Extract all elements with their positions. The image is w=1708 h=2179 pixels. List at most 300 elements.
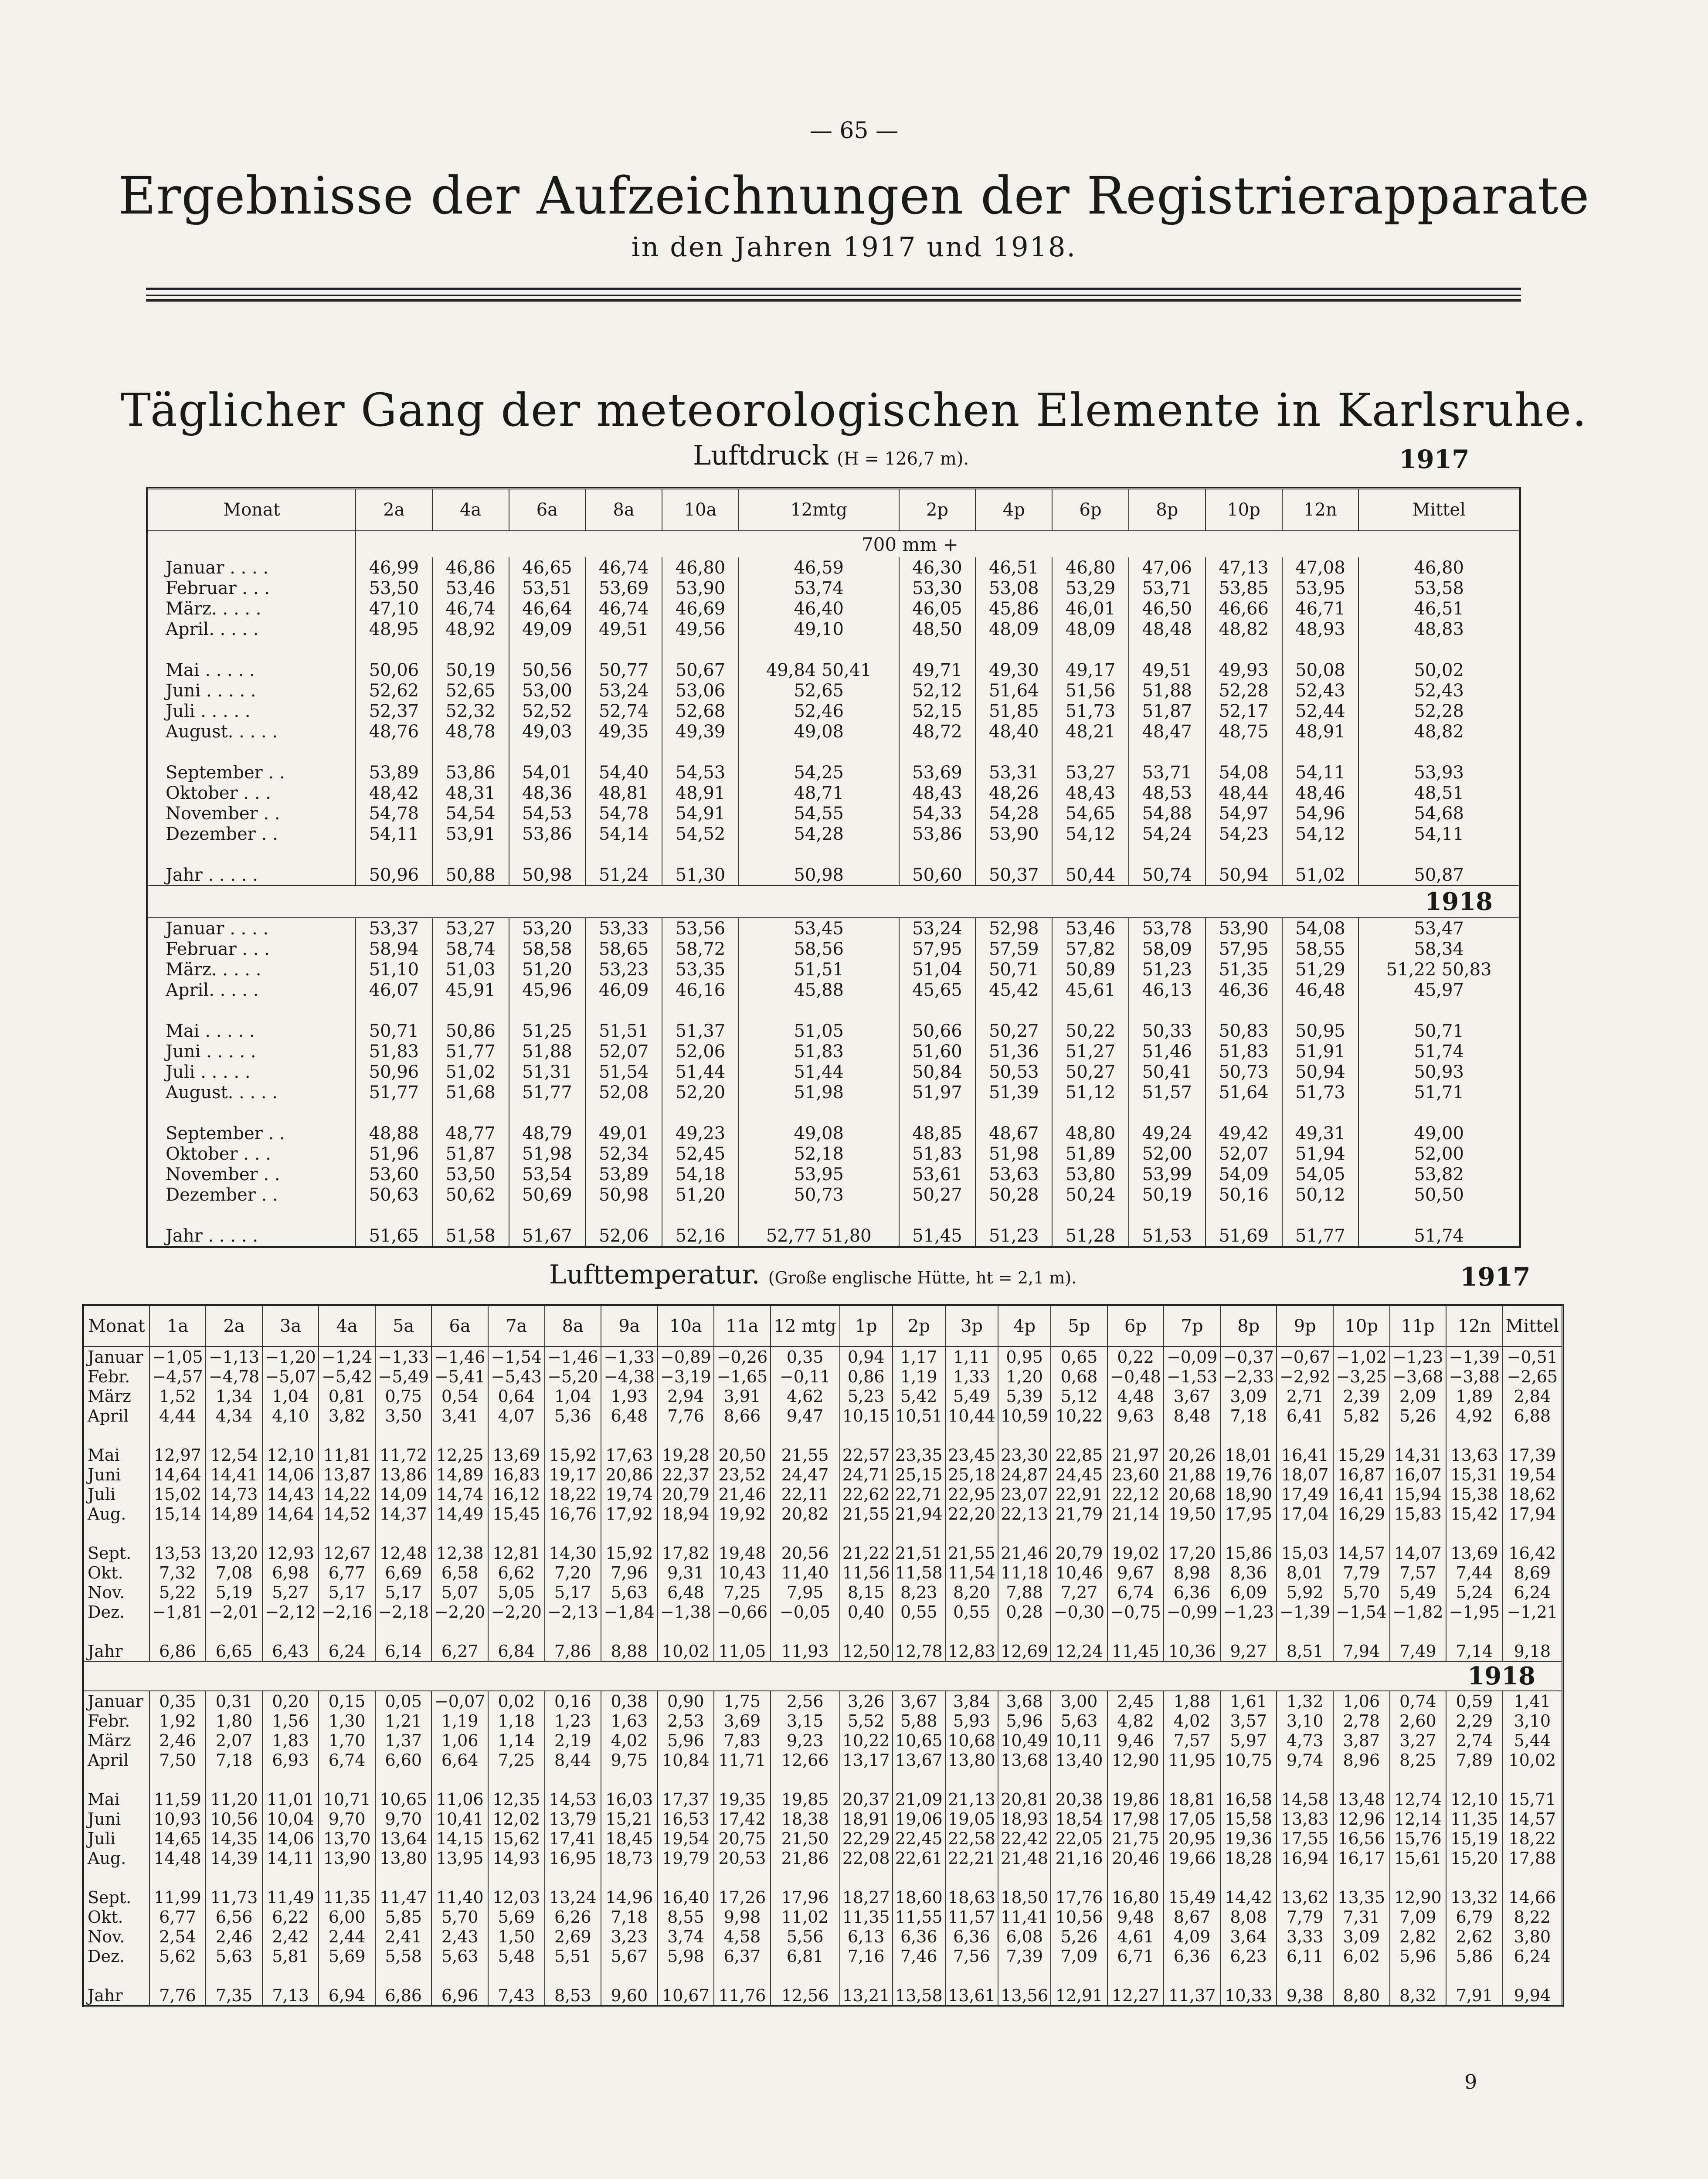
pressure-value-cell: 50,16 <box>1205 1185 1282 1205</box>
temperature-value-cell: 12,74 <box>1390 1789 1447 1809</box>
temperature-value-cell: 19,92 <box>714 1504 771 1524</box>
temperature-value-cell: 14,48 <box>149 1848 206 1868</box>
temperature-heading-text: Lufttemperatur. <box>549 1259 760 1290</box>
temperature-value-cell: 20,79 <box>1051 1543 1107 1563</box>
pressure-value-cell: 50,95 <box>1282 1021 1359 1041</box>
pressure-value-cell: 51,44 <box>662 1062 739 1082</box>
pressure-table-row <box>147 803 1520 824</box>
pressure-month-cell: Februar . . . <box>147 939 356 959</box>
temperature-value-cell: 11,40 <box>431 1887 488 1907</box>
temperature-value-cell: 14,89 <box>431 1465 488 1484</box>
temperature-value-cell: 17,95 <box>1220 1504 1277 1524</box>
pressure-value-cell: 52,18 <box>739 1144 899 1164</box>
temperature-col-header: 6a <box>431 1305 488 1347</box>
temperature-value-cell: 21,79 <box>1051 1504 1107 1524</box>
temperature-value-cell: 6,24 <box>1503 1582 1563 1602</box>
temperature-value-cell: 12,67 <box>319 1543 375 1563</box>
temperature-value-cell: 1,21 <box>375 1711 432 1731</box>
temperature-value-cell: 23,35 <box>893 1445 945 1465</box>
temperature-row-gap <box>83 1770 1563 1789</box>
temperature-col-header: 6p <box>1107 1305 1164 1347</box>
pressure-value-cell: 47,10 <box>356 598 432 619</box>
temperature-value-cell: 7,09 <box>1051 1946 1107 1966</box>
pressure-value-cell: 51,88 <box>1129 680 1205 701</box>
temperature-month-cell: Jahr <box>83 1641 149 1661</box>
pressure-value-cell: 52,00 <box>1358 1144 1520 1164</box>
pressure-value-cell: 46,74 <box>585 598 662 619</box>
temperature-table-row <box>83 1907 1563 1927</box>
pressure-col-header: 6p <box>1052 489 1129 531</box>
pressure-value-cell: 48,85 <box>899 1123 976 1144</box>
pressure-value-cell: 48,91 <box>1282 721 1359 742</box>
pressure-value-cell: 48,50 <box>899 619 976 639</box>
temperature-value-cell: 19,02 <box>1107 1543 1164 1563</box>
temperature-value-cell: −1,24 <box>319 1347 375 1367</box>
temperature-gap-cell <box>1503 1622 1563 1641</box>
temperature-value-cell: 6,74 <box>319 1750 375 1770</box>
temperature-value-cell: 22,57 <box>840 1445 893 1465</box>
pressure-value-cell: 52,98 <box>975 918 1052 939</box>
pressure-table-row <box>147 1185 1520 1205</box>
temperature-value-cell: 6,43 <box>262 1641 319 1661</box>
temperature-value-cell: −5,07 <box>262 1367 319 1386</box>
temperature-value-cell: 5,63 <box>601 1582 658 1602</box>
temperature-row-gap <box>83 1868 1563 1887</box>
temperature-gap-cell <box>771 1622 840 1641</box>
pressure-table-row <box>147 1021 1520 1041</box>
temperature-value-cell: 3,26 <box>840 1691 893 1711</box>
temperature-gap-cell <box>714 1868 771 1887</box>
pressure-value-cell: 51,73 <box>1282 1082 1359 1103</box>
pressure-value-cell: 51,91 <box>1282 1041 1359 1062</box>
temperature-gap-cell <box>1277 1524 1333 1543</box>
temperature-value-cell: 10,02 <box>1503 1750 1563 1770</box>
temperature-value-cell: 14,39 <box>206 1848 262 1868</box>
temperature-gap-cell <box>893 1622 945 1641</box>
temperature-value-cell: 22,20 <box>945 1504 998 1524</box>
pressure-value-cell: 47,06 <box>1129 557 1205 578</box>
temperature-value-cell: 10,65 <box>893 1731 945 1750</box>
temperature-value-cell: −5,43 <box>488 1367 545 1386</box>
temperature-table-row <box>83 1986 1563 2006</box>
temperature-value-cell: 16,83 <box>488 1465 545 1484</box>
temperature-gap-cell <box>319 1770 375 1789</box>
pressure-value-cell: 52,34 <box>585 1144 662 1164</box>
temperature-gap-cell <box>1390 1770 1447 1789</box>
temperature-table-row <box>83 1887 1563 1907</box>
temperature-col-header: 2p <box>893 1305 945 1347</box>
temperature-value-cell: 1,75 <box>714 1691 771 1711</box>
temperature-value-cell: 8,66 <box>714 1406 771 1426</box>
pressure-value-cell: 54,11 <box>1282 762 1359 783</box>
temperature-value-cell: 10,59 <box>998 1406 1051 1426</box>
temperature-value-cell: 20,46 <box>1107 1848 1164 1868</box>
temperature-value-cell: 7,08 <box>206 1563 262 1582</box>
pressure-value-cell: 54,14 <box>585 824 662 844</box>
pressure-value-cell: 51,05 <box>739 1021 899 1041</box>
temperature-value-cell: 3,27 <box>1390 1731 1447 1750</box>
temperature-value-cell: 15,71 <box>1503 1789 1563 1809</box>
temperature-value-cell: 19,66 <box>1164 1848 1220 1868</box>
pressure-month-cell: August. . . . . <box>147 721 356 742</box>
pressure-value-cell: 51,28 <box>1052 1225 1129 1247</box>
pressure-value-cell: 57,82 <box>1052 939 1129 959</box>
temperature-value-cell: 13,62 <box>1277 1887 1333 1907</box>
temperature-value-cell: 21,97 <box>1107 1445 1164 1465</box>
temperature-value-cell: 22,12 <box>1107 1484 1164 1504</box>
pressure-value-cell: 49,39 <box>662 721 739 742</box>
pressure-value-cell: 48,72 <box>899 721 976 742</box>
temperature-value-cell: 7,18 <box>601 1907 658 1927</box>
temperature-value-cell: 20,38 <box>1051 1789 1107 1809</box>
temperature-table-row <box>83 1946 1563 1966</box>
temperature-value-cell: 5,93 <box>945 1711 998 1731</box>
temperature-value-cell: 7,20 <box>545 1563 601 1582</box>
pressure-gap-cell <box>1358 1205 1520 1225</box>
temperature-table-body <box>83 1347 1563 2006</box>
pressure-value-cell: 53,27 <box>432 918 509 939</box>
temperature-gap-cell <box>1277 1868 1333 1887</box>
temperature-table-row <box>83 1848 1563 1868</box>
temperature-value-cell: 2,94 <box>658 1386 714 1406</box>
temperature-value-cell: 3,82 <box>319 1406 375 1426</box>
temperature-value-cell: 18,60 <box>893 1887 945 1907</box>
temperature-value-cell: 8,44 <box>545 1750 601 1770</box>
pressure-gap-cell <box>356 742 432 762</box>
pressure-value-cell: 46,16 <box>662 980 739 1000</box>
pressure-value-cell: 50,19 <box>1129 1185 1205 1205</box>
temperature-gap-cell <box>545 1966 601 1986</box>
temperature-value-cell: −0,99 <box>1164 1602 1220 1622</box>
temperature-value-cell: 1,61 <box>1220 1691 1277 1711</box>
temperature-gap-cell <box>1107 1524 1164 1543</box>
temperature-value-cell: 24,87 <box>998 1465 1051 1484</box>
temperature-heading <box>549 1259 1076 1290</box>
temperature-value-cell: 0,64 <box>488 1386 545 1406</box>
temperature-value-cell: 12,48 <box>375 1543 432 1563</box>
temperature-value-cell: 8,69 <box>1503 1563 1563 1582</box>
temperature-value-cell: 5,85 <box>375 1907 432 1927</box>
pressure-value-cell: 50,94 <box>1282 1062 1359 1082</box>
temperature-value-cell: 17,88 <box>1503 1848 1563 1868</box>
temperature-gap-cell <box>431 1524 488 1543</box>
pressure-value-cell: 51,37 <box>662 1021 739 1041</box>
temperature-col-header: Mittel <box>1503 1305 1563 1347</box>
temperature-value-cell: 24,47 <box>771 1465 840 1484</box>
pressure-value-cell: 58,55 <box>1282 939 1359 959</box>
pressure-value-cell: 45,97 <box>1358 980 1520 1000</box>
pressure-value-cell: 48,21 <box>1052 721 1129 742</box>
pressure-value-cell: 50,93 <box>1358 1062 1520 1082</box>
temperature-value-cell: 18,28 <box>1220 1848 1277 1868</box>
temperature-value-cell: 12,81 <box>488 1543 545 1563</box>
pressure-value-cell: 49,71 <box>899 660 976 680</box>
temperature-value-cell: 19,28 <box>658 1445 714 1465</box>
pressure-value-cell: 49,08 <box>739 721 899 742</box>
temperature-value-cell: 15,61 <box>1390 1848 1447 1868</box>
temperature-value-cell: 11,35 <box>1446 1809 1503 1829</box>
temperature-value-cell: 22,37 <box>658 1465 714 1484</box>
temperature-value-cell: 19,79 <box>658 1848 714 1868</box>
temperature-value-cell: 10,68 <box>945 1731 998 1750</box>
pressure-value-cell: 54,01 <box>509 762 586 783</box>
temperature-value-cell: 13,17 <box>840 1750 893 1770</box>
pressure-table-row <box>147 1041 1520 1062</box>
pressure-gap-cell <box>585 1205 662 1225</box>
pressure-gap-cell <box>1052 1103 1129 1123</box>
temperature-value-cell: 15,92 <box>545 1445 601 1465</box>
pressure-value-cell: 46,86 <box>432 557 509 578</box>
pressure-value-cell: 48,95 <box>356 619 432 639</box>
temperature-value-cell: 18,54 <box>1051 1809 1107 1829</box>
temperature-value-cell: 7,18 <box>1220 1406 1277 1426</box>
temperature-value-cell: −1,33 <box>375 1347 432 1367</box>
pressure-gap-cell <box>356 1205 432 1225</box>
temperature-value-cell: 12,10 <box>262 1445 319 1465</box>
pressure-value-cell: 51,24 <box>585 865 662 886</box>
page-number: — 65 — <box>809 118 899 144</box>
pressure-value-cell: 51,51 <box>585 1021 662 1041</box>
temperature-value-cell: 19,36 <box>1220 1829 1277 1848</box>
temperature-value-cell: 11,95 <box>1164 1750 1220 1770</box>
temperature-value-cell: 6,62 <box>488 1563 545 1582</box>
temperature-value-cell: −0,37 <box>1220 1347 1277 1367</box>
temperature-gap-cell <box>83 1524 149 1543</box>
temperature-value-cell: 5,26 <box>1390 1406 1447 1426</box>
pressure-gap-cell <box>739 1000 899 1021</box>
temperature-value-cell: 13,24 <box>545 1887 601 1907</box>
pressure-value-cell: 51,83 <box>1205 1041 1282 1062</box>
temperature-value-cell: 2,42 <box>262 1927 319 1946</box>
temperature-value-cell: 6,24 <box>1503 1946 1563 1966</box>
temperature-value-cell: −2,20 <box>488 1602 545 1622</box>
temperature-value-cell: 10,15 <box>840 1406 893 1426</box>
pressure-gap-cell <box>509 639 586 660</box>
pressure-value-cell: 50,62 <box>432 1185 509 1205</box>
pressure-gap-cell <box>975 844 1052 865</box>
pressure-gap-cell <box>509 844 586 865</box>
pressure-value-cell: 51,35 <box>1205 959 1282 980</box>
temperature-value-cell: −1,38 <box>658 1602 714 1622</box>
temperature-value-cell: 0,40 <box>840 1602 893 1622</box>
temperature-value-cell: 4,82 <box>1107 1711 1164 1731</box>
pressure-value-cell: 46,05 <box>899 598 976 619</box>
pressure-table-row <box>147 1123 1520 1144</box>
temperature-value-cell: 16,41 <box>1333 1484 1390 1504</box>
footer-number: 9 <box>1464 2070 1477 2094</box>
temperature-value-cell: 20,37 <box>840 1789 893 1809</box>
temperature-gap-cell <box>1390 1868 1447 1887</box>
pressure-value-cell: 51,20 <box>662 1185 739 1205</box>
temperature-gap-cell <box>771 1966 840 1986</box>
temperature-value-cell: 10,02 <box>658 1641 714 1661</box>
pressure-month-cell: Dezember . . <box>147 824 356 844</box>
pressure-value-cell: 52,08 <box>585 1082 662 1103</box>
temperature-value-cell: 11,59 <box>149 1789 206 1809</box>
temperature-value-cell: 12,50 <box>840 1641 893 1661</box>
temperature-value-cell: 1,20 <box>998 1367 1051 1386</box>
temperature-value-cell: 3,09 <box>1220 1386 1277 1406</box>
pressure-value-cell: 54,40 <box>585 762 662 783</box>
pressure-value-cell: 46,64 <box>509 598 586 619</box>
pressure-value-cell: 46,80 <box>662 557 739 578</box>
pressure-gap-cell <box>975 1000 1052 1021</box>
temperature-value-cell: 14,74 <box>431 1484 488 1504</box>
temperature-col-header: 8a <box>545 1305 601 1347</box>
temperature-value-cell: −0,05 <box>771 1602 840 1622</box>
pressure-value-cell: 50,63 <box>356 1185 432 1205</box>
temperature-value-cell: 3,09 <box>1333 1927 1390 1946</box>
pressure-value-cell: 53,71 <box>1129 578 1205 598</box>
pressure-table-row <box>147 980 1520 1000</box>
temperature-value-cell: 6,86 <box>375 1986 432 2006</box>
temperature-value-cell: 1,63 <box>601 1711 658 1731</box>
temperature-value-cell: 18,22 <box>545 1484 601 1504</box>
pressure-value-cell: 48,82 <box>1358 721 1520 742</box>
temperature-value-cell: 10,33 <box>1220 1986 1277 2006</box>
temperature-value-cell: 5,69 <box>319 1946 375 1966</box>
pressure-value-cell: 53,86 <box>509 824 586 844</box>
temperature-value-cell: 22,08 <box>840 1848 893 1868</box>
temperature-value-cell: 10,36 <box>1164 1641 1220 1661</box>
pressure-value-cell: 45,91 <box>432 980 509 1000</box>
temperature-value-cell: 23,30 <box>998 1445 1051 1465</box>
temperature-col-header: 11a <box>714 1305 771 1347</box>
pressure-value-cell: 48,77 <box>432 1123 509 1144</box>
pressure-month-cell: November . . <box>147 803 356 824</box>
temperature-col-header: 4a <box>319 1305 375 1347</box>
pressure-value-cell: 50,60 <box>899 865 976 886</box>
pressure-month-cell: Februar . . . <box>147 578 356 598</box>
pressure-value-cell: 58,09 <box>1129 939 1205 959</box>
temperature-gap-cell <box>1277 1966 1333 1986</box>
pressure-value-cell: 54,11 <box>1358 824 1520 844</box>
temperature-gap-cell <box>1446 1524 1503 1543</box>
pressure-value-cell: 52,77 51,80 <box>739 1225 899 1247</box>
temperature-value-cell: 2,46 <box>149 1731 206 1750</box>
temperature-value-cell: 9,98 <box>714 1907 771 1927</box>
temperature-value-cell: 20,86 <box>601 1465 658 1484</box>
temperature-year-row <box>83 1661 1563 1691</box>
pressure-gap-cell <box>356 1103 432 1123</box>
temperature-value-cell: 6,98 <box>262 1563 319 1582</box>
pressure-value-cell: 53,23 <box>585 959 662 980</box>
pressure-value-cell: 50,24 <box>1052 1185 1129 1205</box>
temperature-value-cell: −4,38 <box>601 1367 658 1386</box>
temperature-value-cell: 8,53 <box>545 1986 601 2006</box>
temperature-table-row <box>83 1445 1563 1465</box>
pressure-value-cell: 53,89 <box>585 1164 662 1185</box>
pressure-row-gap <box>147 1103 1520 1123</box>
temperature-value-cell: −4,78 <box>206 1367 262 1386</box>
temperature-value-cell: 8,88 <box>601 1641 658 1661</box>
temperature-value-cell: 12,56 <box>771 1986 840 2006</box>
pressure-col-header: 12n <box>1282 489 1359 531</box>
temperature-gap-cell <box>1333 1426 1390 1445</box>
page-subtitle: in den Jahren 1917 und 1918. <box>631 231 1077 263</box>
pressure-value-cell: 48,92 <box>432 619 509 639</box>
temperature-value-cell: 14,06 <box>262 1465 319 1484</box>
temperature-value-cell: 17,42 <box>714 1809 771 1829</box>
temperature-value-cell: 20,26 <box>1164 1445 1220 1465</box>
temperature-gap-cell <box>319 1868 375 1887</box>
temperature-value-cell: 7,83 <box>714 1731 771 1750</box>
pressure-value-cell: 54,33 <box>899 803 976 824</box>
temperature-value-cell: 17,20 <box>1164 1543 1220 1563</box>
temperature-year-1917: 1917 <box>1460 1262 1531 1292</box>
temperature-value-cell: 13,70 <box>319 1829 375 1848</box>
pressure-month-cell: Jahr . . . . . <box>147 1225 356 1247</box>
temperature-gap-cell <box>1503 1426 1563 1445</box>
temperature-gap-cell <box>262 1524 319 1543</box>
temperature-value-cell: 11,55 <box>893 1907 945 1927</box>
pressure-value-cell: 51,77 <box>356 1082 432 1103</box>
temperature-value-cell: 2,43 <box>431 1927 488 1946</box>
temperature-value-cell: 2,53 <box>658 1711 714 1731</box>
temperature-gap-cell <box>149 1524 206 1543</box>
temperature-value-cell: 20,82 <box>771 1504 840 1524</box>
pressure-gap-cell <box>1205 1000 1282 1021</box>
pressure-value-cell: 50,08 <box>1282 660 1359 680</box>
pressure-value-cell: 58,34 <box>1358 939 1520 959</box>
pressure-value-cell: 51,69 <box>1205 1225 1282 1247</box>
temperature-value-cell: 22,42 <box>998 1829 1051 1848</box>
pressure-value-cell: 54,25 <box>739 762 899 783</box>
pressure-value-cell: 52,74 <box>585 701 662 721</box>
temperature-value-cell: 14,43 <box>262 1484 319 1504</box>
temperature-value-cell: 11,58 <box>893 1563 945 1582</box>
temperature-gap-cell <box>206 1868 262 1887</box>
pressure-value-cell: 53,56 <box>662 918 739 939</box>
temperature-month-cell: März <box>83 1386 149 1406</box>
temperature-value-cell: 7,76 <box>658 1406 714 1426</box>
pressure-table-row <box>147 598 1520 619</box>
temperature-value-cell: 18,93 <box>998 1809 1051 1829</box>
pressure-value-cell: 48,81 <box>585 783 662 803</box>
temperature-value-cell: 2,71 <box>1277 1386 1333 1406</box>
pressure-value-cell: 50,83 <box>1205 1021 1282 1041</box>
temperature-value-cell: 6,58 <box>431 1563 488 1582</box>
pressure-value-cell: 51,23 <box>975 1225 1052 1247</box>
pressure-gap-cell <box>739 1205 899 1225</box>
temperature-value-cell: 7,43 <box>488 1986 545 2006</box>
temperature-value-cell: 7,79 <box>1333 1563 1390 1582</box>
pressure-gap-cell <box>432 639 509 660</box>
pressure-table-row <box>147 1225 1520 1247</box>
temperature-value-cell: 19,50 <box>1164 1504 1220 1524</box>
pressure-gap-cell <box>585 844 662 865</box>
temperature-value-cell: 11,35 <box>840 1907 893 1927</box>
temperature-value-cell: 22,95 <box>945 1484 998 1504</box>
temperature-value-cell: 8,22 <box>1503 1907 1563 1927</box>
pressure-value-cell: 45,88 <box>739 980 899 1000</box>
pressure-gap-cell <box>1205 639 1282 660</box>
pressure-month-cell: März. . . . . <box>147 598 356 619</box>
pressure-heading <box>693 439 969 471</box>
temperature-value-cell: 19,54 <box>1503 1465 1563 1484</box>
pressure-value-cell: 46,69 <box>662 598 739 619</box>
temperature-gap-cell <box>1446 1622 1503 1641</box>
pressure-value-cell: 52,07 <box>585 1041 662 1062</box>
temperature-gap-cell <box>1333 1524 1390 1543</box>
pressure-value-cell: 49,51 <box>1129 660 1205 680</box>
temperature-gap-cell <box>998 1622 1051 1641</box>
temperature-gap-cell <box>945 1622 998 1641</box>
temperature-value-cell: 8,23 <box>893 1582 945 1602</box>
temperature-month-cell: Nov. <box>83 1927 149 1946</box>
temperature-value-cell: −2,16 <box>319 1602 375 1622</box>
pressure-value-cell: 45,96 <box>509 980 586 1000</box>
